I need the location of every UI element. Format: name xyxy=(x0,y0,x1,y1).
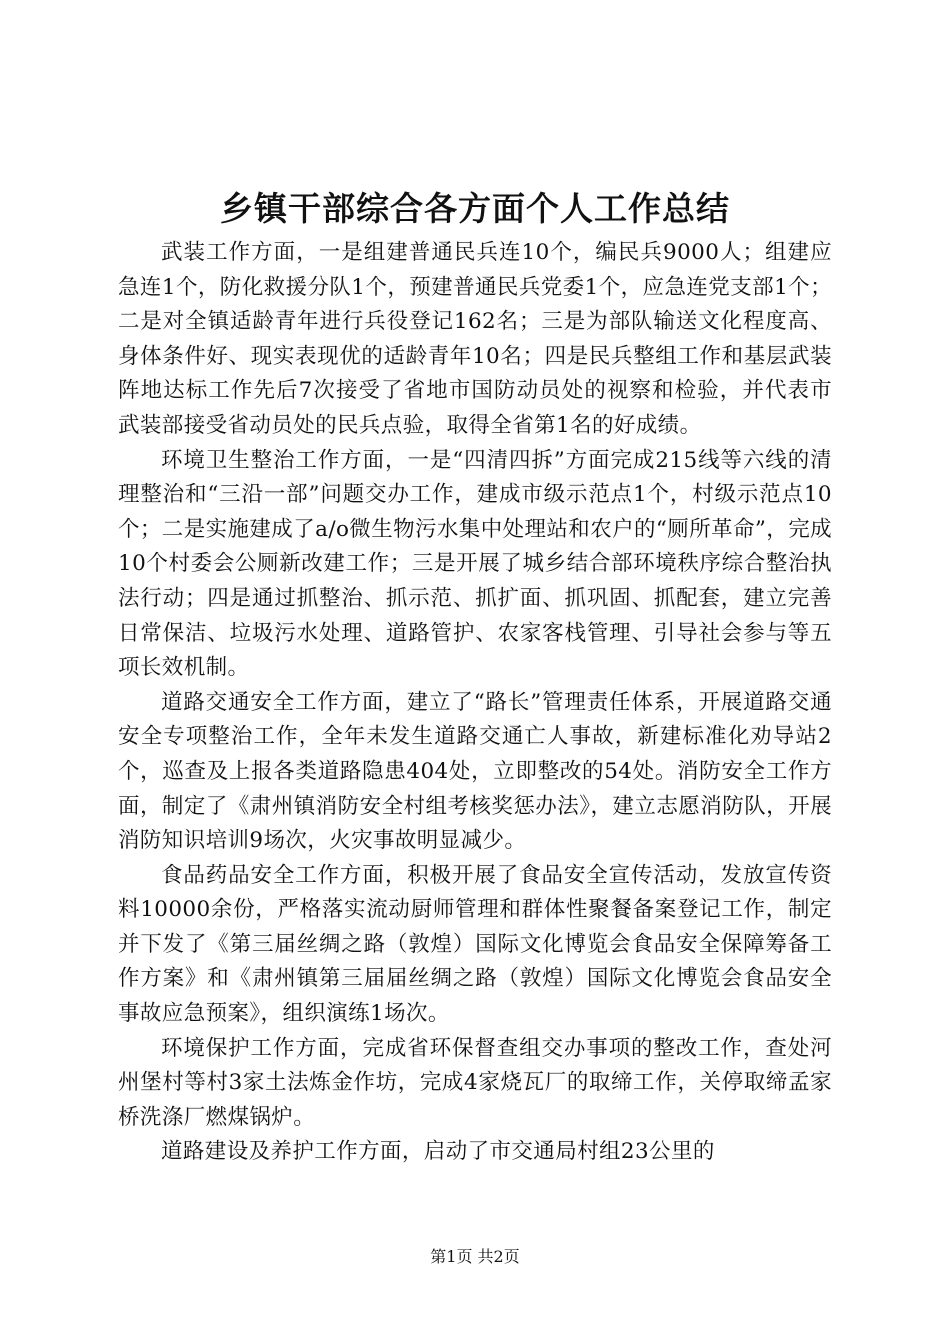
document-body xyxy=(118,236,832,1170)
document-title: 乡镇干部综合各方面个人工作总结 xyxy=(220,189,730,228)
paragraph-road-construction: 道路建设及养护工作方面，启动了市交通局村组23公里的 xyxy=(161,1139,715,1165)
paragraph-food-drug-safety: 食品药品安全工作方面，积极开展了食品安全宣传活动，发放宣传资料10000余份，严格落实流动厨师管理和群体性聚餐备案登记工作，制定并下发了《第三届丝绸之路（敦煌）国际文化博览会食品安全保障筹备工作方案》和《肃州镇第三届届丝绸之路（敦煌）国际文化博览会食品安全事故应急预案》，组织演练1场次。 xyxy=(118,862,832,1027)
paragraph-environmental-sanitation: 环境卫生整治工作方面，一是“四清四拆”方面完成215线等六线的清理整治和“三沿一部”问题交办工作，建成市级示范点1个，村级示范点10个；二是实施建成了a/o微生物污水集中处理站和农户的“厕所革命”，完成10个村委会公厕新改建工作；三是开展了城乡结合部环境秩序综合整治执法行动；四是通过抓整治、抓示范、抓扩面、抓巩固、抓配套，建立完善日常保洁、垃圾污水处理、道路管护、农家客栈管理、引导社会参与等五项长效机制。 xyxy=(118,447,832,681)
page-number-footer: 第1页 共2页 xyxy=(430,1247,520,1266)
paragraph-armed-forces: 武装工作方面，一是组建普通民兵连10个，编民兵9000人；组建应急连1个，防化救援分队1个，预建普通民兵党委1个，应急连党支部1个；二是对全镇适龄青年进行兵役登记162名；三是为部队输送文化程度高、身体条件好、现实表现优的适龄青年10名；四是民兵整组工作和基层武装阵地达标工作先后7次接受了省地市国防动员处的视察和检验，并代表市武装部接受省动员处的民兵点验，取得全省第1名的好成绩。 xyxy=(118,240,832,438)
paragraph-environmental-protection: 环境保护工作方面，完成省环保督查组交办事项的整改工作，查处河州堡村等村3家土法炼金作坊，完成4家烧瓦厂的取缔工作，关停取缔孟家桥洗涤厂燃煤锅炉。 xyxy=(118,1035,832,1130)
paragraph-traffic-fire-safety: 道路交通安全工作方面，建立了“路长”管理责任体系，开展道路交通安全专项整治工作，全年未发生道路交通亡人事故，新建标准化劝导站2个，巡查及上报各类道路隐患404处，立即整改的54处。消防安全工作方面，制定了《肃州镇消防安全村组考核奖惩办法》，建立志愿消防队，开展消防知识培训9场次，火灾事故明显减少。 xyxy=(118,689,832,854)
